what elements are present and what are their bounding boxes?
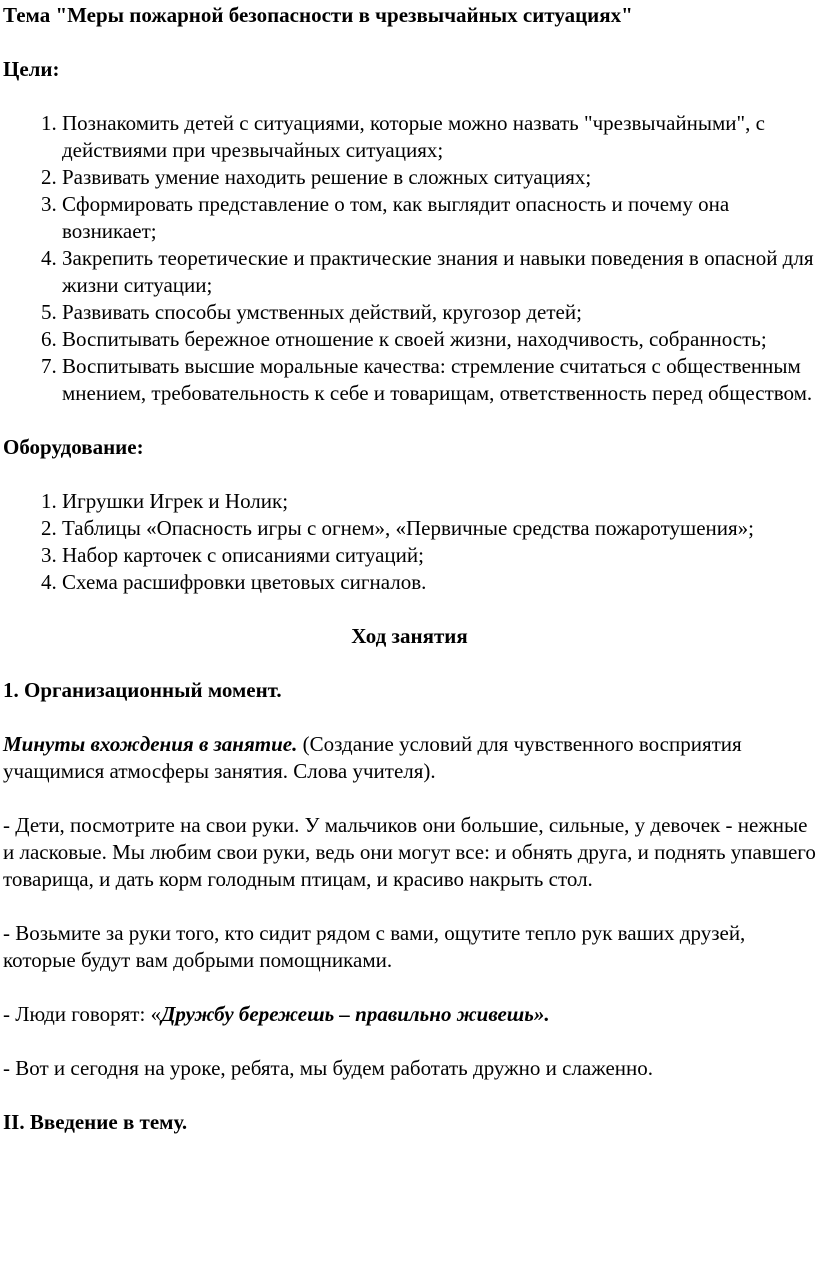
- goal-item: 3. Сформировать представление о том, как выглядит опасность и почему она возникает;: [62, 191, 816, 245]
- equipment-list: [3, 488, 816, 596]
- goal-item: 2. Развивать умение находить решение в сложных ситуациях;: [62, 164, 816, 191]
- paragraph-hands: - Дети, посмотрите на свои руки. У мальчиков они большие, сильные, у девочек - нежные и ласковые. Мы любим свои руки, ведь они могут все: и обнять друга, и поднять упавшего товарища, и дать корм голодным птицам, и красиво накрыть стол.: [3, 813, 816, 891]
- intro-label: Минуты вхождения в занятие.: [3, 732, 298, 756]
- goal-item: 4. Закрепить теоретические и практические знания и навыки поведения в опасной для жизни ситуации;: [62, 245, 816, 299]
- goals-list: [3, 110, 816, 407]
- equipment-item: 4. Схема расшифровки цветовых сигналов.: [62, 569, 816, 596]
- goals-heading: Цели:: [3, 57, 60, 81]
- equipment-item: 3. Набор карточек с описаниями ситуаций;: [62, 542, 816, 569]
- intro-text: (Создание условий для чувственного восприятия учащимися атмосферы занятия. Слова учителя).: [3, 732, 742, 783]
- goal-item: 1. Познакомить детей с ситуациями, которые можно назвать "чрезвычайными", с действиями при чрезвычайных ситуациях;: [62, 110, 816, 164]
- equipment-item: 1. Игрушки Игрек и Нолик;: [62, 488, 816, 515]
- goal-item: 6. Воспитывать бережное отношение к своей жизни, находчивость, собранность;: [62, 326, 816, 353]
- lesson-heading: Ход занятия: [351, 624, 468, 648]
- document-title: Тема "Меры пожарной безопасности в чрезвычайных ситуациях": [3, 3, 633, 27]
- paragraph-teamwork: - Вот и сегодня на уроке, ребята, мы будем работать дружно и слаженно.: [3, 1056, 654, 1080]
- section2-heading: II. Введение в тему.: [3, 1110, 188, 1134]
- proverb-prefix: - Люди говорят: «: [3, 1002, 162, 1026]
- goal-item: 5. Развивать способы умственных действий, кругозор детей;: [62, 299, 816, 326]
- section1-heading: 1. Организационный момент.: [3, 678, 282, 702]
- goal-item: 7. Воспитывать высшие моральные качества: стремление считаться с общественным мнением, требовательность к себе и товарищам, ответственность перед обществом.: [62, 353, 816, 407]
- equipment-item: 2. Таблицы «Опасность игры с огнем», «Первичные средства пожаротушения»;: [62, 515, 816, 542]
- equipment-heading: Оборудование:: [3, 435, 144, 459]
- intro-paragraph: [3, 731, 816, 785]
- proverb-quote: Дружбу бережешь – правильно живешь».: [161, 1002, 550, 1026]
- paragraph-friends: - Возьмите за руки того, кто сидит рядом с вами, ощутите тепло рук ваших друзей, которые будут вам добрыми помощниками.: [3, 921, 746, 972]
- paragraph-proverb: [3, 1001, 816, 1028]
